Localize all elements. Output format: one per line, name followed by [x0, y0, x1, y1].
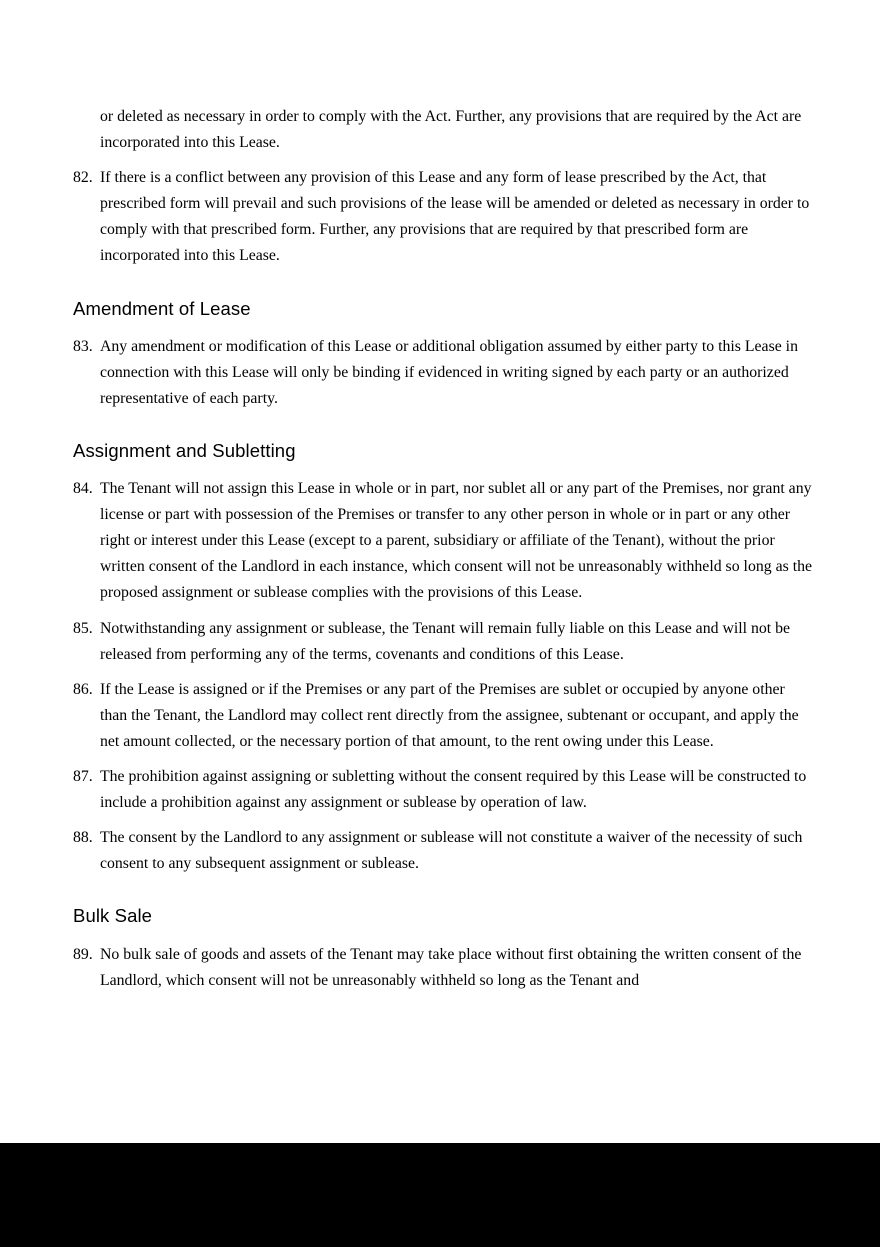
page-bottom-black-band [0, 1143, 880, 1247]
clause-86-text: If the Lease is assigned or if the Premises or any part of the Premises are sublet or occupied by anyone other than the Tenant, the Landlord may collect rent directly from the assignee, subtenant or occupant, and apply the net amount collected, or the necessary portion of that amount, to the rent owing under this Lease. [100, 680, 799, 750]
clause-89 [73, 942, 814, 994]
clause-89-text: No bulk sale of goods and assets of the Tenant may take place without first obtaining the written consent of the Landlord, which consent will not be unreasonably withheld so long as the Tenant and [100, 945, 802, 989]
clause-84-number: 84. [73, 480, 93, 498]
clause-87 [73, 764, 814, 816]
clause-89-number: 89. [73, 945, 93, 963]
clause-84-text: The Tenant will not assign this Lease in whole or in part, nor sublet all or any part of the Premises, nor grant any license or part with possession of the Premises or transfer to any other person in whole or in part or any other right or interest under this Lease (except to a parent, subsidiary or affiliate of the Tenant), without the prior written consent of the Landlord in each instance, which consent will not be unreasonably withheld so long as the proposed assignment or sublease complies with the provisions of this Lease. [100, 480, 812, 602]
clause-84 [73, 476, 814, 606]
clause-87-number: 87. [73, 768, 93, 786]
clause-86-number: 86. [73, 680, 93, 698]
clause-86 [73, 677, 814, 755]
clause-83-text: Any amendment or modification of this Lease or additional obligation assumed by either party to this Lease in connection with this Lease will only be binding if evidenced in writing signed by each party or an authorized representative of each party. [100, 337, 798, 407]
clause-85-text: Notwithstanding any assignment or sublease, the Tenant will remain fully liable on this Lease and will not be released from performing any of the terms, covenants and conditions of this Lease. [100, 619, 791, 663]
heading-bulk-sale: Bulk Sale [73, 905, 153, 927]
clause-82-number: 82. [73, 169, 93, 187]
clause-88-number: 88. [73, 829, 93, 847]
heading-assignment-and-subletting: Assignment and Subletting [73, 439, 296, 461]
clause-82-text: If there is a conflict between any provision of this Lease and any form of lease prescribed by the Act, that prescribed form will prevail and such provisions of the lease will be amended or deleted as necessary in order to comply with that prescribed form. Further, any provisions that are required by that prescribed form are incorporated into this Lease. [100, 169, 810, 265]
clause-82 [73, 165, 814, 269]
document-content [73, 104, 814, 994]
clause-81-continuation: or deleted as necessary in order to comply with the Act. Further, any provisions that are required by the Act are incorporated into this Lease. [100, 108, 802, 152]
clause-88-text: The consent by the Landlord to any assignment or sublease will not constitute a waiver of the necessity of such consent to any subsequent assignment or sublease. [100, 829, 803, 873]
clause-87-text: The prohibition against assigning or subletting without the consent required by this Lease will be constructed to include a prohibition against any assignment or sublease by operation of law. [100, 768, 807, 812]
clause-83-number: 83. [73, 337, 93, 355]
clause-88 [73, 825, 814, 877]
clause-83 [73, 334, 814, 412]
clause-85-number: 85. [73, 619, 93, 637]
heading-amendment-of-lease: Amendment of Lease [73, 297, 251, 319]
clause-85 [73, 616, 814, 668]
